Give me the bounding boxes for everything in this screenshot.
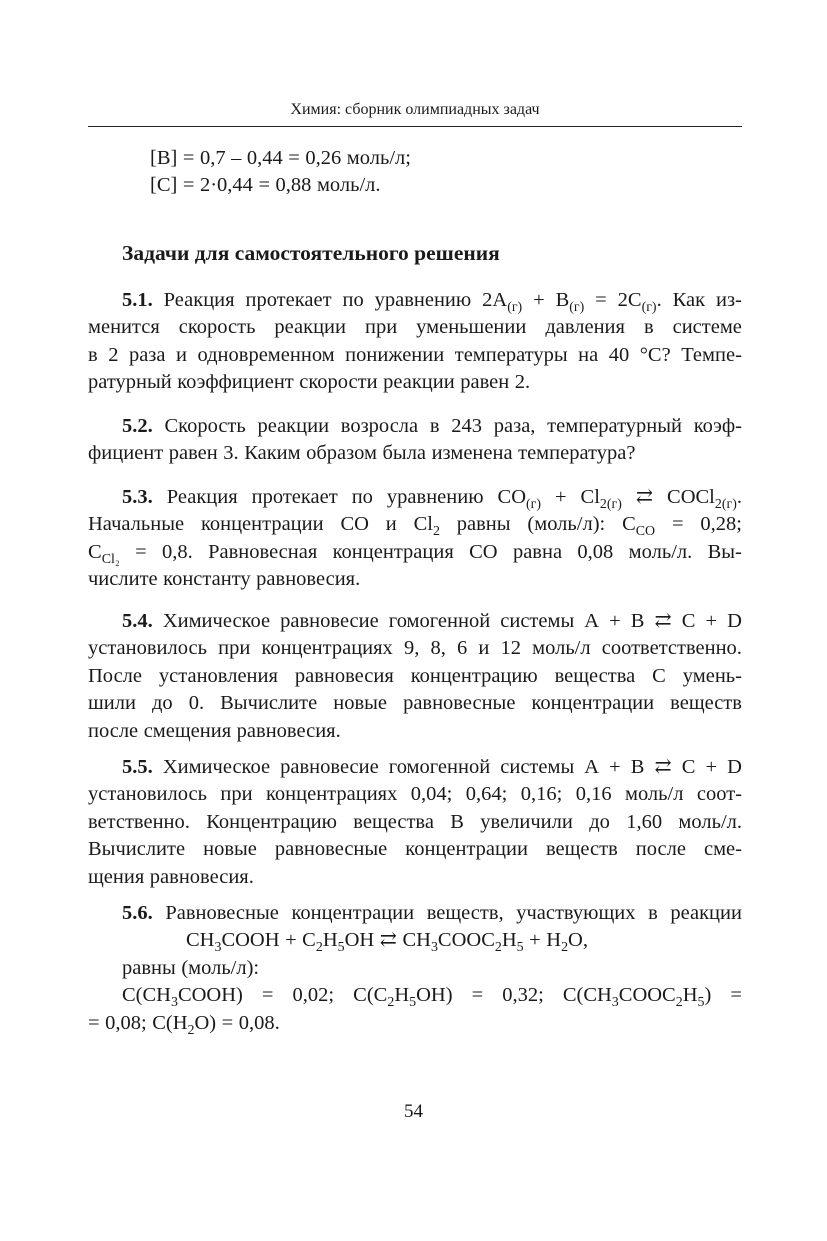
subscript: 3 (214, 940, 222, 956)
text-fragment: = (471, 984, 484, 1007)
problem-2 (88, 413, 742, 468)
text-fragment: = (261, 984, 274, 1007)
text-fragment: моль/л. (628, 540, 693, 563)
text-fragment: температуры (454, 343, 568, 366)
text-fragment: реакции (383, 371, 455, 394)
text-fragment: 0,26 (305, 147, 342, 169)
text-fragment: установления (158, 664, 278, 687)
text-fragment: + (285, 929, 297, 952)
text-fragment: C (652, 664, 666, 687)
text-fragment: C(C (353, 984, 388, 1007)
text-fragment: соответственно. (601, 637, 742, 660)
text-fragment: C (88, 540, 102, 563)
text-fragment: (моль/л): (181, 956, 260, 979)
text-fragment: реакции (257, 415, 330, 437)
text-fragment: 0,64; (465, 783, 508, 806)
text-line (88, 314, 742, 341)
subscript: 3 (430, 940, 438, 956)
text-fragment: C(CH (562, 984, 612, 1007)
text-fragment: = (671, 513, 684, 536)
subscript: 5 (697, 995, 705, 1011)
text-fragment: щения (88, 865, 145, 888)
problem-6 (88, 900, 742, 1037)
text-fragment: CO (469, 540, 498, 563)
text-fragment: скорость (178, 316, 256, 339)
text-fragment: реакции (670, 902, 742, 924)
text-fragment: возросла (340, 415, 419, 437)
text-line (88, 342, 742, 369)
text-fragment: 12 (500, 637, 521, 660)
solution-tail (88, 145, 742, 200)
text-fragment: – (231, 147, 242, 169)
text-fragment: Скорость (164, 415, 246, 437)
text-fragment: Начальные (88, 513, 185, 536)
text-fragment: веществ (545, 838, 618, 861)
text-fragment: B (555, 289, 570, 311)
text-line (88, 608, 742, 635)
text-line (88, 369, 742, 396)
text-fragment: CO (497, 486, 526, 508)
text-fragment: B (450, 810, 464, 833)
subscript: Cl₂ (101, 551, 120, 567)
text-fragment: на (578, 343, 599, 366)
text-line (88, 955, 742, 982)
text-line (88, 927, 742, 954)
text-fragment: 0,7 (199, 147, 226, 169)
text-fragment: 0,08 (577, 540, 614, 563)
text-fragment: коэф- (693, 415, 742, 437)
text-fragment: [C] (150, 174, 178, 197)
section-heading: Задачи для самостоятельного решения (122, 241, 500, 265)
text-fragment: COOC (437, 929, 495, 952)
problem-1 (88, 287, 742, 397)
text-fragment: концентрации (405, 838, 528, 861)
running-header: Химия: сборник олимпиадных задач (290, 101, 540, 118)
text-fragment: C (681, 610, 696, 632)
text-fragment: уравнению (386, 486, 484, 508)
text-fragment: Cl (413, 513, 433, 536)
text-fragment: CH (186, 929, 215, 952)
text-fragment: = (182, 147, 195, 169)
text-fragment: H (682, 984, 698, 1007)
text-fragment: D (727, 756, 742, 778)
text-fragment: температурный (547, 415, 682, 437)
text-fragment: 0,16; (520, 783, 563, 806)
text-fragment: H (394, 984, 410, 1007)
text-fragment: O, (568, 929, 588, 952)
text-fragment: в (648, 902, 658, 924)
text-line (88, 718, 742, 745)
text-line (88, 440, 742, 467)
text-fragment: + (529, 929, 541, 952)
text-fragment: COCl (667, 486, 715, 508)
text-fragment: вещества (353, 810, 434, 833)
text-fragment: C (302, 929, 316, 952)
text-fragment: гомогенной (388, 610, 491, 632)
subscript: 2 (432, 524, 440, 540)
text-fragment: шили (88, 692, 136, 715)
text-fragment: C(H (152, 1011, 188, 1034)
text-fragment: равна (512, 540, 563, 563)
subscript: 2 (315, 940, 323, 956)
text-fragment: при (218, 637, 251, 660)
text-fragment: протекает (251, 486, 338, 508)
text-fragment: равновесия. (256, 568, 361, 591)
text-fragment: 243 (451, 415, 483, 437)
text-fragment: была (382, 442, 427, 465)
text-fragment: равен (168, 442, 218, 465)
text-fragment: уменьшении (416, 316, 527, 339)
text-fragment: равновесия. (149, 865, 254, 888)
subscript: 3 (170, 995, 178, 1011)
text-fragment: ) (704, 984, 712, 1007)
text-line (88, 172, 742, 199)
text-fragment: Темпе- (681, 343, 742, 366)
subscript: (г) (526, 496, 541, 512)
text-fragment: менится (88, 316, 160, 339)
text-fragment: из- (715, 289, 742, 311)
text-fragment: до (152, 692, 173, 715)
text-fragment: + (705, 756, 718, 778)
text-fragment: °С? (639, 343, 671, 366)
text-fragment: 2 (108, 343, 119, 366)
text-line (88, 982, 742, 1009)
text-fragment: = (595, 289, 607, 311)
text-fragment: умень- (682, 664, 742, 687)
text-fragment: 0,88 (275, 174, 312, 197)
text-fragment: равновесия. (236, 719, 341, 742)
text-fragment: новые (203, 838, 257, 861)
text-fragment: (моль/л): (527, 513, 606, 536)
text-fragment: 2. (514, 371, 531, 394)
text-fragment: веществ (670, 692, 742, 715)
text-fragment: концентрациях (265, 783, 398, 806)
text-fragment: C(CH (122, 984, 171, 1007)
text-line (88, 145, 742, 172)
text-fragment: Химическое (162, 756, 271, 778)
text-line (88, 836, 742, 863)
text-fragment: + (609, 610, 621, 632)
text-fragment: концентрации (291, 902, 415, 924)
text-fragment: Реакция (166, 486, 238, 508)
text-fragment: равновесие (280, 610, 379, 632)
text-line (88, 635, 742, 662)
text-fragment: равновесия (294, 664, 394, 687)
text-fragment: раза (128, 343, 166, 366)
text-fragment: Как (672, 289, 706, 311)
text-fragment: концентрации (200, 513, 324, 536)
subscript: 5 (337, 940, 345, 956)
text-fragment: H (322, 929, 338, 952)
text-fragment: = (288, 147, 300, 169)
text-fragment: + (554, 486, 567, 508)
text-fragment: установилось (88, 637, 207, 660)
text-fragment: одновременном (197, 343, 335, 366)
text-fragment: OH (344, 929, 375, 952)
problem-number: 5.5. (122, 756, 153, 778)
subscript: (г) (569, 299, 585, 315)
text-fragment: COOH (221, 929, 280, 952)
text-fragment: концентрациях (261, 637, 393, 660)
text-fragment: увеличили (480, 810, 573, 833)
problem-number: 5.6. (122, 902, 153, 924)
text-fragment: 0,08; (105, 1011, 147, 1034)
text-fragment: O) (194, 1011, 217, 1034)
text-fragment: 2A (482, 289, 508, 311)
text-line (88, 809, 742, 836)
text-fragment: C (622, 513, 636, 536)
subscript: 3 (611, 995, 619, 1011)
problem-number: 5.1. (122, 289, 153, 311)
text-fragment: моль/л. (316, 174, 381, 197)
text-fragment: 9, (403, 637, 420, 660)
problem-4 (88, 608, 742, 745)
subscript: (г) (507, 299, 523, 315)
text-fragment: . (736, 486, 742, 508)
problem-number: 5.2. (122, 415, 153, 437)
text-fragment: установилось (88, 783, 207, 806)
text-fragment: ветственно. (88, 810, 190, 833)
subscript: 2(г) (599, 496, 622, 512)
text-line (88, 864, 742, 891)
text-fragment: моль/л (624, 783, 684, 806)
problem-number: 5.4. (122, 610, 153, 632)
text-fragment: концентрация (332, 540, 454, 563)
text-fragment: концентрации (531, 692, 655, 715)
subscript: 5 (516, 940, 524, 956)
text-fragment: B (630, 610, 645, 632)
text-fragment: равновесные (403, 692, 516, 715)
text-fragment: + (705, 610, 718, 632)
text-fragment: 0,16 (575, 783, 612, 806)
text-line (88, 287, 742, 314)
text-fragment: уравнению (374, 289, 472, 311)
text-fragment: протекает (245, 289, 332, 311)
text-fragment: ⇄ (654, 610, 672, 632)
text-fragment: 1,60 (626, 810, 663, 833)
text-fragment: OH) (416, 984, 453, 1007)
text-fragment: = (182, 174, 195, 197)
text-fragment: ⇄ (654, 756, 672, 778)
text-fragment: соот- (696, 783, 742, 806)
text-fragment: константу (163, 568, 251, 591)
text-fragment: Вы- (707, 540, 742, 563)
text-fragment: 40 (608, 343, 630, 366)
subscript: 2 (561, 940, 569, 956)
text-fragment: Реакция (163, 289, 235, 311)
text-fragment: 6 (456, 637, 468, 660)
text-line (88, 511, 742, 538)
text-fragment: COOH) (177, 984, 243, 1007)
subscript: 2 (187, 1022, 195, 1038)
text-fragment: B (630, 756, 645, 778)
text-fragment: = (221, 1011, 234, 1034)
text-fragment: Вычислите (220, 692, 318, 715)
subscript: 2 (675, 995, 683, 1011)
text-fragment: 2·0,44 (199, 174, 253, 197)
text-line (88, 754, 742, 781)
text-fragment: системы (500, 610, 575, 632)
subscript: CO (635, 524, 656, 540)
text-fragment: температура? (518, 442, 636, 465)
text-fragment: веществ, (426, 902, 504, 924)
text-fragment: CH (402, 929, 431, 952)
text-fragment: CO (340, 513, 369, 536)
text-line (88, 413, 742, 440)
text-fragment: Химическое (162, 610, 271, 632)
text-fragment: участвующих (516, 902, 636, 924)
text-fragment: гомогенной (388, 756, 491, 778)
text-fragment: равны (456, 513, 511, 536)
text-fragment: и (478, 637, 490, 660)
subscript: (г) (641, 299, 657, 315)
text-fragment: Каким (244, 442, 301, 465)
text-fragment: по (351, 486, 373, 508)
text-fragment: 0,08. (238, 1011, 280, 1034)
text-fragment: до (589, 810, 610, 833)
text-fragment: COOC (618, 984, 676, 1007)
text-fragment: ратурный (88, 371, 172, 394)
text-fragment: системе (672, 316, 742, 339)
text-fragment: H (546, 929, 562, 952)
subscript: 5 (409, 995, 417, 1011)
text-line (88, 1010, 742, 1037)
text-fragment: реакции (274, 316, 346, 339)
text-fragment: коэффициент (177, 371, 294, 394)
text-fragment: = (135, 540, 147, 563)
text-fragment: + (533, 289, 545, 311)
text-fragment: ⇄ (379, 929, 397, 952)
text-fragment: Равновесные (165, 902, 279, 924)
text-fragment: Концентрацию (206, 810, 337, 833)
text-fragment: вещества (554, 664, 636, 687)
text-fragment: Вычислите (88, 838, 186, 861)
text-fragment: 2C (617, 289, 642, 311)
problem-number: 5.3. (122, 486, 153, 508)
text-fragment: 0,32; (502, 984, 544, 1007)
text-fragment: 0,8. (162, 540, 193, 563)
text-fragment: раза, (493, 415, 536, 437)
problem-5 (88, 754, 742, 891)
text-line (88, 484, 742, 511)
text-fragment: После (88, 664, 142, 687)
text-fragment: давления (545, 316, 625, 339)
text-fragment: числите (88, 568, 158, 591)
text-fragment: по (342, 289, 364, 311)
text-line (88, 663, 742, 690)
text-fragment: смещения (143, 719, 232, 742)
text-fragment: при (220, 783, 253, 806)
text-fragment: A (584, 756, 600, 778)
text-fragment: H (501, 929, 517, 952)
header-rule (88, 126, 742, 127)
subscript: 2 (494, 940, 502, 956)
text-line (88, 690, 742, 717)
text-fragment: 8, (430, 637, 446, 660)
text-fragment: моль/л. (678, 810, 742, 833)
text-fragment: [B] (150, 147, 178, 169)
text-fragment: 0,04; (410, 783, 453, 806)
text-fragment: равновесные (274, 838, 388, 861)
text-fragment: 0,28; (700, 513, 742, 536)
text-line (88, 539, 742, 566)
text-fragment: Cl (580, 486, 600, 508)
text-fragment: в (429, 415, 440, 437)
text-fragment: равен (460, 371, 510, 394)
text-line (88, 900, 742, 927)
text-fragment: фициент (88, 442, 164, 465)
text-fragment: образом (306, 442, 377, 465)
text-fragment: C (681, 756, 696, 778)
text-fragment: A (584, 610, 600, 632)
text-fragment: системы (500, 756, 575, 778)
subscript: 2(г) (714, 496, 737, 512)
text-fragment: при (364, 316, 398, 339)
text-fragment: после (635, 838, 686, 861)
text-fragment: равновесие (280, 756, 379, 778)
text-fragment: понижении (345, 343, 445, 366)
text-fragment: после (88, 719, 139, 742)
text-fragment: в (88, 343, 98, 366)
text-fragment: скорости (299, 371, 378, 394)
subscript: 2 (387, 995, 395, 1011)
text-fragment: ⇄ (635, 486, 654, 508)
text-fragment: = (88, 1011, 100, 1034)
text-fragment: . (656, 289, 662, 311)
text-fragment: сме- (703, 838, 742, 861)
text-fragment: и (175, 343, 187, 366)
problem-3 (88, 484, 742, 594)
text-fragment: новые (333, 692, 388, 715)
text-fragment: изменена (431, 442, 513, 465)
text-fragment: равны (122, 956, 176, 979)
text-fragment: + (609, 756, 621, 778)
text-fragment: моль/л (532, 637, 591, 660)
text-fragment: 0,02; (292, 984, 335, 1007)
text-fragment: 3. (223, 442, 239, 465)
text-fragment: 0,44 (246, 147, 283, 169)
text-line (88, 566, 742, 593)
text-fragment: концентрацию (410, 664, 538, 687)
text-line (88, 781, 742, 808)
text-fragment: моль/л; (346, 147, 411, 169)
text-fragment: Равновесная (208, 540, 318, 563)
text-fragment: D (727, 610, 742, 632)
text-fragment: = (258, 174, 270, 197)
text-fragment: в (643, 316, 654, 339)
text-fragment: и (385, 513, 397, 536)
page-number: 54 (404, 1101, 423, 1122)
text-fragment: = (730, 984, 742, 1007)
text-fragment: 0. (188, 692, 205, 715)
